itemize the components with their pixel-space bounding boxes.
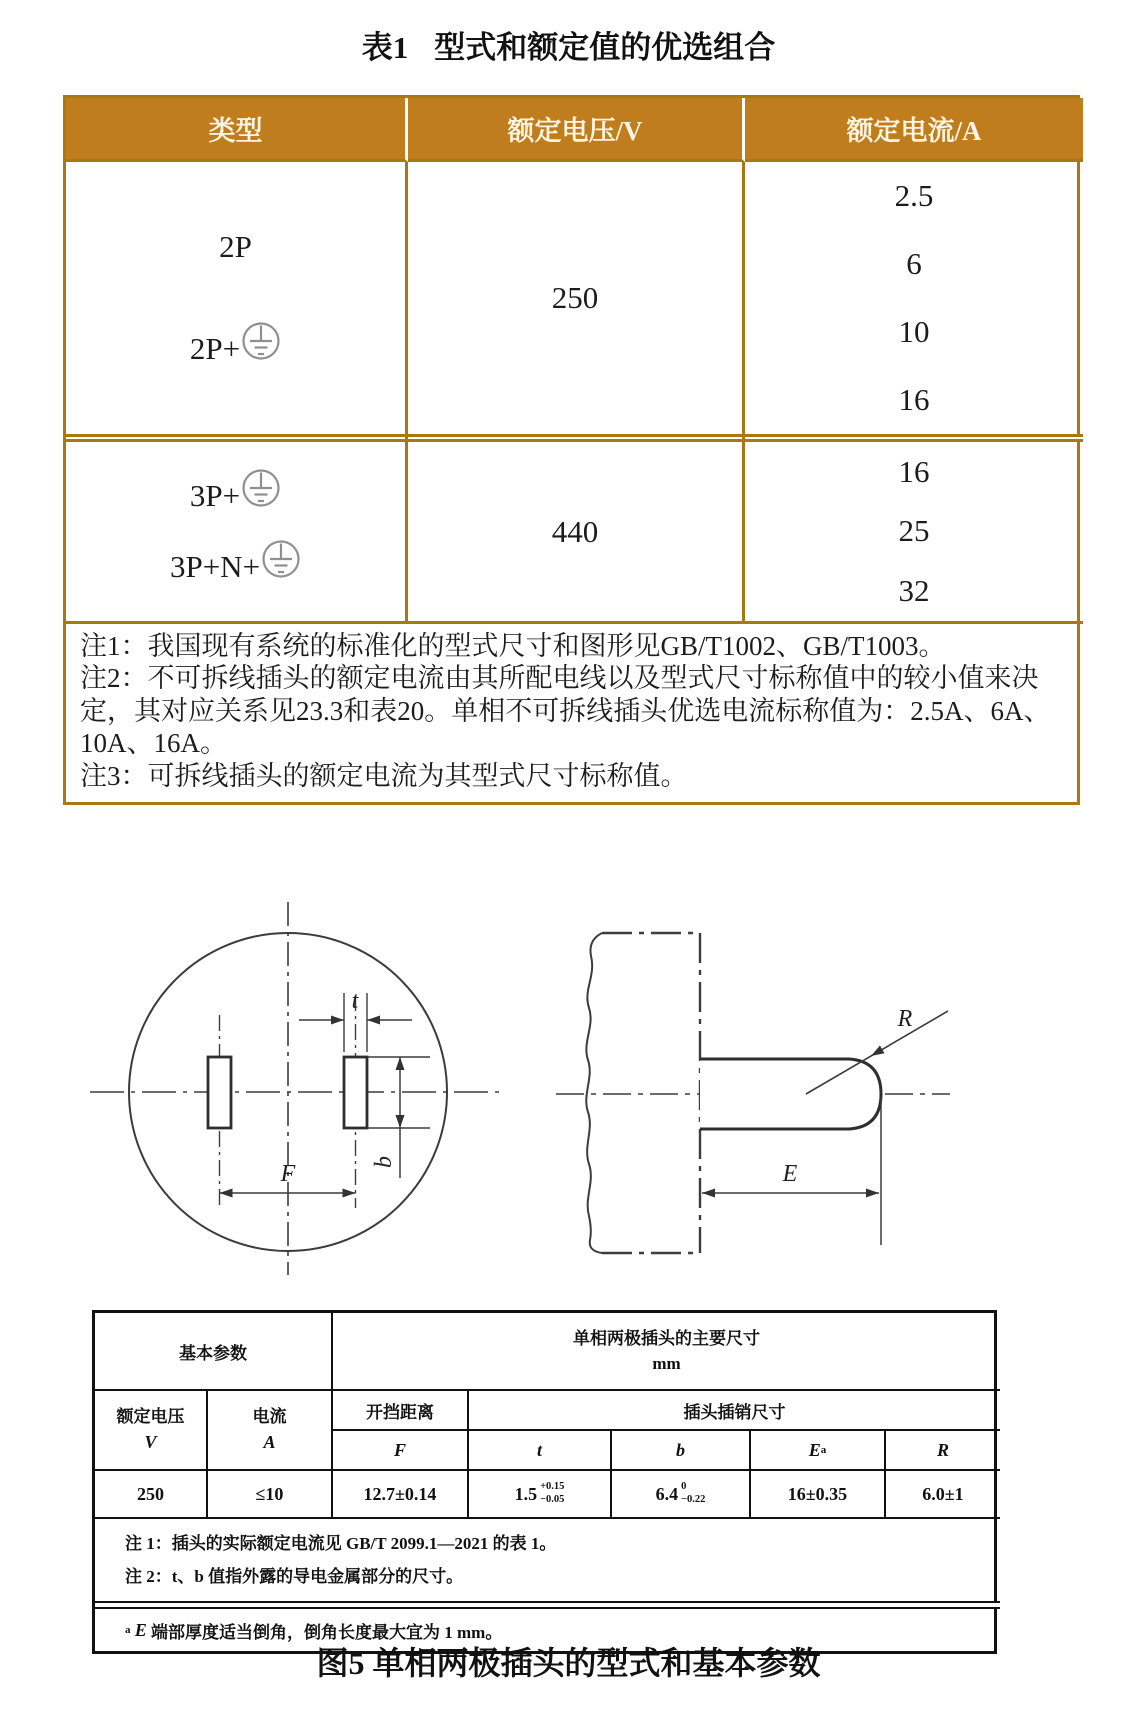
t2-voltage-unit: V xyxy=(144,1432,157,1453)
dimension-label-b: b xyxy=(371,1156,397,1168)
t2-col-F: F xyxy=(333,1431,469,1471)
current-value: 10 xyxy=(898,314,930,349)
voltage-cell-row2: 440 xyxy=(408,442,745,624)
table1-number: 表1 xyxy=(361,30,409,65)
body-break-line xyxy=(586,933,602,1253)
current-cell-row2 xyxy=(745,442,1083,624)
t2-dims-header xyxy=(333,1313,1000,1391)
current-value: 25 xyxy=(898,513,930,549)
t2-data-E: 16±0.35 xyxy=(751,1471,886,1519)
t2-note-2: 注 2：t、b 值指外露的导电金属部分的尺寸。 xyxy=(125,1567,464,1587)
table2-notes xyxy=(95,1519,1000,1603)
row-divider xyxy=(408,434,745,442)
note-line: 注2：不可拆线插头的额定电流由其所配电线以及型式尺寸标称值中的较小值来决定，其对应关系见23.3和表20。单相不可拆线插头优选电流标称值为：2.5A、6A、10A、16A。 xyxy=(80,663,1051,759)
t2-note-1: 注 1：插头的实际额定电流见 GB/T 2099.1—2021 的表 1。 xyxy=(125,1534,557,1553)
t2-data-F: 12.7±0.14 xyxy=(333,1471,469,1519)
earth-symbol-icon xyxy=(241,317,281,363)
type-3pn-earth: 3P+N+ xyxy=(169,549,261,585)
t2-col-R: R xyxy=(886,1431,1000,1471)
plug-dimension-diagram xyxy=(0,830,1137,1300)
t2-dims-title: 单相两极插头的主要尺寸 xyxy=(573,1328,760,1348)
t2-col-E-footnote-marker: a xyxy=(820,1444,827,1456)
current-value: 2.5 xyxy=(894,178,934,213)
t2-col-E-letter: E xyxy=(808,1439,821,1460)
current-value: 6 xyxy=(906,246,922,281)
current-value: 16 xyxy=(898,453,930,489)
t2-data-b-sup: 0 xyxy=(681,1481,687,1493)
t2-data-R: 6.0±1 xyxy=(886,1471,1000,1519)
plug-face-diagram xyxy=(90,902,500,1275)
right-pin xyxy=(344,1057,367,1128)
t2-col-t: t xyxy=(469,1431,612,1471)
table1-title-text: 型式和额定值的优选组合 xyxy=(434,30,776,65)
t2-data-current: ≤10 xyxy=(208,1471,333,1519)
figure-caption: 图5 单相两极插头的型式和基本参数 xyxy=(316,1645,821,1681)
earth-symbol-icon xyxy=(261,535,301,581)
t2-data-t-base: 1.5 xyxy=(514,1483,538,1504)
type-2p: 2P xyxy=(219,228,252,264)
note-line: 注3：可拆线插头的额定电流为其型式尺寸标称值。 xyxy=(80,760,688,791)
t2-voltage-label: 额定电压 xyxy=(116,1406,185,1426)
t2-data-b-base: 6.4 xyxy=(655,1483,679,1504)
t2-data-voltage: 250 xyxy=(95,1471,208,1519)
t2-data-t xyxy=(469,1471,612,1519)
t2-voltage-header xyxy=(95,1391,208,1471)
t2-col-b: b xyxy=(612,1431,751,1471)
t2-data-b-sub: −0.22 xyxy=(681,1494,706,1505)
voltage-cell-row1: 250 xyxy=(408,162,745,434)
table1 xyxy=(63,95,1080,805)
t2-current-header xyxy=(208,1391,333,1471)
t2-pin-dims-header: 插头插销尺寸 xyxy=(469,1391,1000,1431)
note-line: 注1：我国现有系统的标准化的型式尺寸和图形见GB/T1002、GB/T1003。 xyxy=(80,631,946,661)
row-divider xyxy=(745,434,1083,442)
left-pin xyxy=(208,1057,231,1128)
table1-notes xyxy=(66,624,1083,802)
t2-current-unit: A xyxy=(263,1432,276,1453)
t2-data-t-sup: +0.15 xyxy=(540,1481,565,1493)
current-value: 32 xyxy=(898,573,930,609)
table1-header-type: 类型 xyxy=(66,98,408,162)
pin-side-view-diagram xyxy=(556,933,950,1253)
dimension-label-F: F xyxy=(280,1161,296,1187)
type-3p-earth: 3P+ xyxy=(189,477,241,513)
t2-gap-header: 开挡距离 xyxy=(333,1391,469,1431)
t2-data-t-sub: −0.05 xyxy=(540,1494,565,1505)
type-cell-row1 xyxy=(66,162,408,434)
t2-col-E xyxy=(751,1431,886,1471)
dimension-label-t: t xyxy=(351,988,359,1014)
dimension-label-E: E xyxy=(782,1161,798,1187)
row-divider xyxy=(66,434,408,442)
dimension-label-R: R xyxy=(897,1006,913,1032)
footnote-marker: a xyxy=(125,1624,131,1637)
earth-symbol-icon xyxy=(241,464,281,510)
current-value: 16 xyxy=(898,382,930,417)
type-cell-row2 xyxy=(66,442,408,624)
type-2p-earth: 2P+ xyxy=(189,331,241,367)
table1-header-voltage: 额定电压/V xyxy=(408,98,745,162)
pin-profile xyxy=(700,1059,881,1129)
current-cell-row1 xyxy=(745,162,1083,434)
t2-dims-unit: mm xyxy=(652,1354,681,1373)
t2-data-b xyxy=(612,1471,751,1519)
footnote-text: 端部厚度适当倒角，倒角长度最大宜为 1 mm。 xyxy=(151,1622,503,1642)
table2 xyxy=(92,1310,997,1654)
page-title xyxy=(0,22,1137,67)
t2-current-label: 电流 xyxy=(252,1406,287,1426)
t2-basic-params: 基本参数 xyxy=(95,1313,333,1391)
footnote-variable: E xyxy=(134,1619,147,1640)
table1-header-current: 额定电流/A xyxy=(745,98,1083,162)
